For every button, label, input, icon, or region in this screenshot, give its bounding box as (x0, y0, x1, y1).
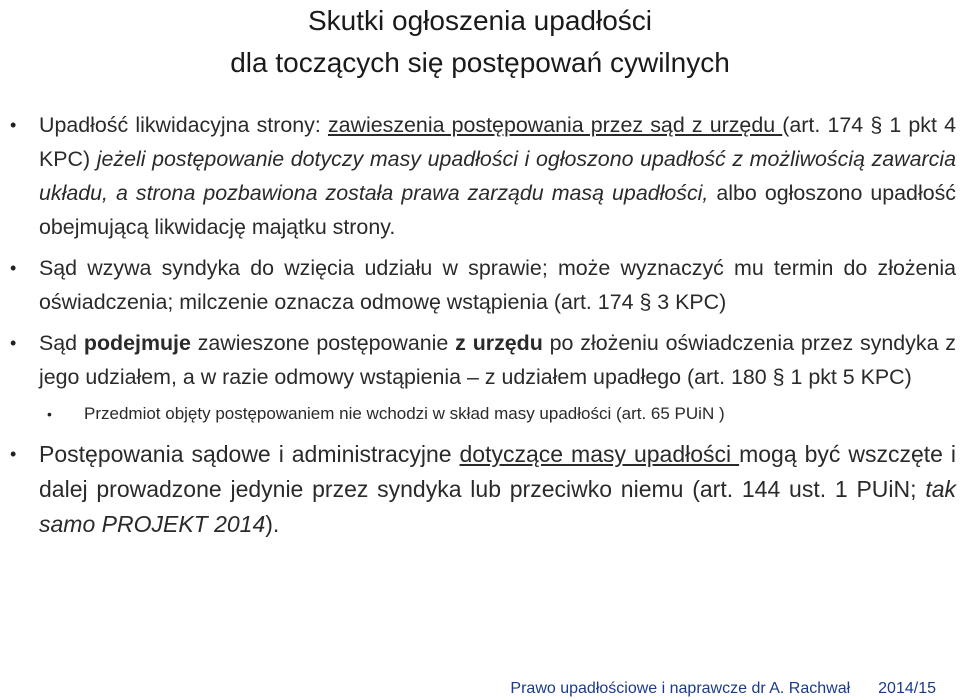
footer-year: 2014/15 (878, 680, 936, 697)
bullet-dot-icon: • (10, 258, 17, 278)
b1-end: albo ogłoszono upadłość obejmującą likwidację majątku strony. (39, 181, 956, 239)
slide-content (0, 108, 960, 549)
bullet-4 (0, 437, 960, 542)
b3-text-3: po złożeniu oświadczenia przez syndyka z jego udziałem, a w razie odmowy wstąpienia – z udziałem upadłego (art. 180 (39, 331, 957, 389)
bullet-dot-icon: • (10, 444, 17, 464)
bullet-3 (0, 326, 960, 394)
b4-text: Przedmiot objęty postępowaniem nie wchodzi w skład masy upadłości (art. 65 PUiN ) (84, 404, 725, 423)
footer-text: Prawo upadłościowe i naprawcze dr A. Rachwał (510, 680, 851, 697)
bullet-dot-icon: • (10, 115, 17, 135)
section-sign: § (772, 365, 785, 389)
b3-text: Sąd (39, 331, 84, 355)
b5-text: Postępowania sądowe i administracyjne (39, 441, 460, 467)
bullet-dot-icon: • (47, 406, 52, 422)
b5-italic: tak samo PROJEKT 2014 (39, 476, 956, 537)
b1-italic: jeżeli postępowanie dotyczy masy upadłości i ogłoszono upadłość z możliwością zawarcia układu, a strona pozbawiona została prawa zarządu masą upadłości, (39, 147, 956, 205)
b5-end: ). (265, 511, 280, 537)
b1-ref: (art. 174 (782, 113, 871, 137)
slide-title (0, 0, 960, 84)
b5-underlined: dotyczące masy upadłości (459, 441, 740, 467)
b3-bold-1: podejmuje (83, 331, 191, 355)
b1-ref-2: 1 pkt 4 KPC) (39, 113, 956, 171)
sub-bullet-1 (0, 401, 960, 427)
title-line-1: Skutki ogłoszenia upadłości (308, 5, 652, 36)
b2-ref: 3 KPC) (651, 290, 727, 314)
bullet-dot-icon: • (10, 333, 17, 353)
b2-text: Sąd wzywa syndyka do wzięcia udziału w sprawie; może wyznaczyć mu termin do złożenia oświadczenia; milczenie oznacza odmowę wstąpienia (art. 174 (39, 256, 956, 314)
b1-text: Upadłość likwidacyjna strony: (39, 113, 328, 137)
title-line-2: dla toczących się postępowań cywilnych (230, 47, 730, 78)
slide-footer (510, 680, 936, 698)
b3-text-2: zawieszone postępowanie (190, 331, 456, 355)
b3-bold-2: z urzędu (455, 331, 543, 355)
b1-underlined: zawieszenia postępowania przez sąd z urzędu (327, 113, 783, 137)
b5-text-2: mogą być wszczęte i dalej prowadzone jedynie przez syndyka lub przeciwko niemu (art. 144 ust. 1 PUiN; (39, 441, 956, 502)
bullet-1 (0, 108, 960, 244)
section-sign: § (639, 290, 652, 314)
b3-ref: 1 pkt 5 KPC) (784, 365, 912, 389)
bullet-2 (0, 251, 960, 319)
section-sign: § (870, 113, 883, 137)
